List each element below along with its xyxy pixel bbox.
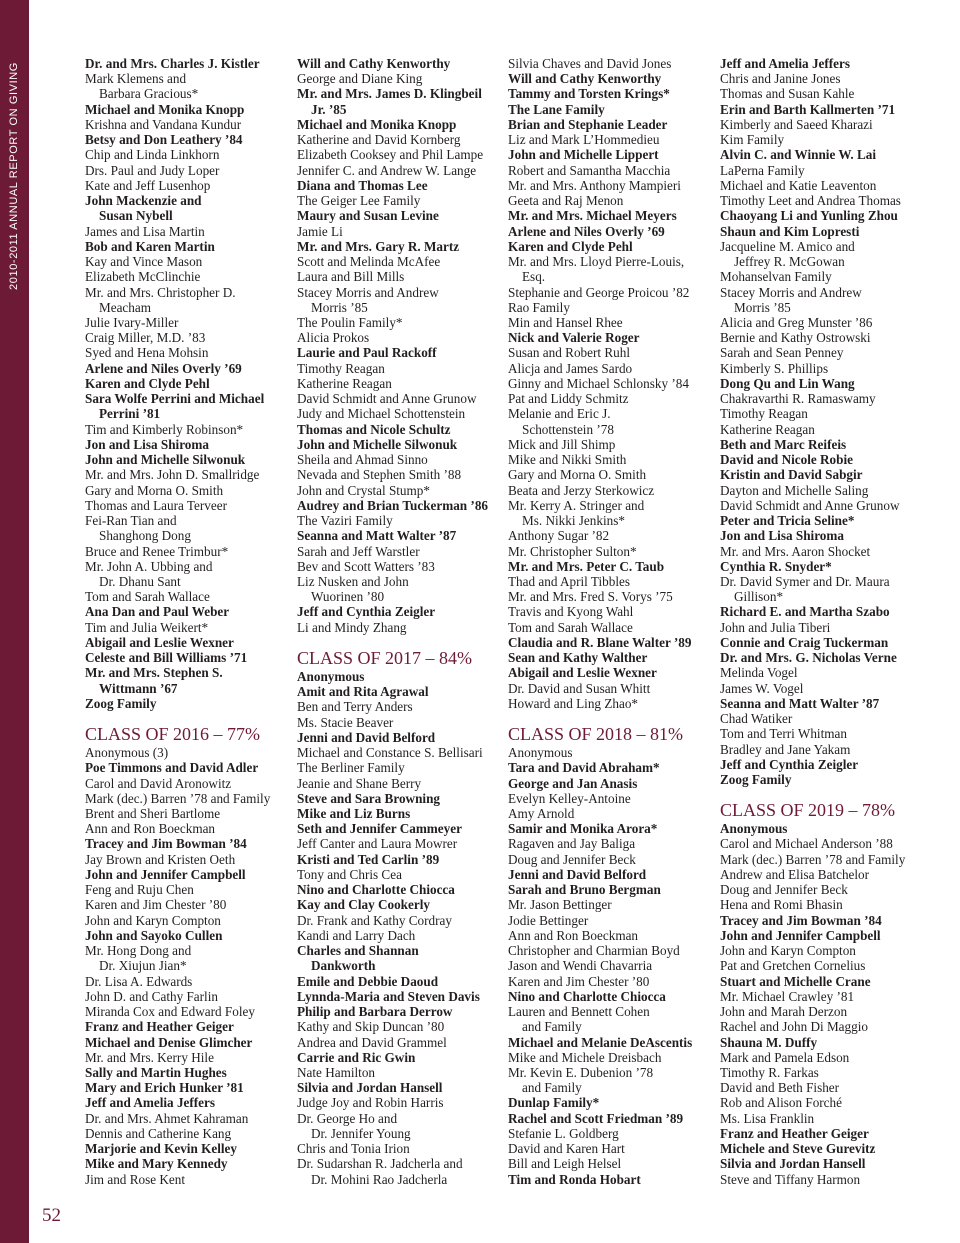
page-number: 52 <box>42 1205 61 1226</box>
donor-entry: Stuart and Michelle Crane <box>720 973 871 989</box>
donor-entry: Mike and Nikki Smith <box>508 452 627 468</box>
donor-entry: Wuorinen ’80 <box>311 589 385 605</box>
donor-entry: Michael and Denise Glimcher <box>85 1034 253 1050</box>
donor-entry: Bill and Leigh Helsel <box>508 1156 622 1172</box>
donor-entry: Chad Watiker <box>720 711 793 727</box>
donor-entry: Mr. and Mrs. Michael Meyers <box>508 208 677 224</box>
donor-entry: Betsy and Don Leathery ’84 <box>85 132 243 148</box>
donor-entry: Tara and David Abraham* <box>508 760 660 776</box>
donor-entry: John Mackenzie and <box>85 193 202 209</box>
donor-entry: Katherine Reagan <box>720 421 815 437</box>
donor-entry: Tom and Sarah Wallace <box>508 619 633 635</box>
donor-entry: Liz and Mark L’Hommedieu <box>508 132 660 148</box>
donor-entry: Bob and Karen Martin <box>85 238 215 254</box>
donor-entry: Beth and Marc Reifeis <box>720 436 847 452</box>
donor-entry: The Vaziri Family <box>297 513 393 529</box>
donor-entry: Drs. Paul and Judy Loper <box>85 162 220 178</box>
donor-entry: Dr. Dhanu Sant <box>99 573 181 589</box>
donor-entry: Dr. Jennifer Young <box>311 1125 411 1141</box>
donor-entry: Melanie and Eric J. <box>508 406 611 422</box>
donor-entry: Sara Wolfe Perrini and Michael <box>85 391 265 407</box>
donor-entry: Steve and Tiffany Harmon <box>720 1171 861 1187</box>
donor-entry: Chris and Janine Jones <box>720 71 841 87</box>
donor-entry: Thomas and Laura Terveer <box>85 497 227 513</box>
side-bar <box>0 0 29 1243</box>
donor-entry: Amy Arnold <box>508 806 575 822</box>
donor-entry: Alvin C. and Winnie W. Lai <box>720 147 876 163</box>
donor-entry: Alicja and James Sardo <box>508 360 633 376</box>
donor-entry: Feng and Ruju Chen <box>85 882 194 898</box>
donor-entry: Jay Brown and Kristen Oeth <box>85 851 236 867</box>
donor-entry: Andrew and Elisa Batchelor <box>720 866 870 882</box>
donor-entry: Mike and Michele Dreisbach <box>508 1049 662 1065</box>
donor-entry: James W. Vogel <box>720 680 804 696</box>
donor-entry: Abigail and Leslie Wexner <box>508 665 657 681</box>
donor-entry: Steve and Sara Browning <box>297 790 441 806</box>
donor-entry: Carol and Michael Anderson ’88 <box>720 836 893 852</box>
donor-column-2 <box>297 56 504 1187</box>
donor-entry: Dr. Frank and Kathy Cordray <box>297 912 452 928</box>
donor-entry: Laura and Bill Mills <box>297 269 405 285</box>
donor-entry: Mick and Jill Shimp <box>508 436 616 452</box>
donor-entry: Esq. <box>522 269 546 285</box>
donor-entry: Timothy R. Farkas <box>720 1065 819 1080</box>
donor-entry: Evelyn Kelley-Antoine <box>508 790 631 806</box>
donor-column-4 <box>720 56 927 1187</box>
donor-entry: Melinda Vogel <box>720 665 798 681</box>
donor-entry: Tracey and Jim Bowman ’84 <box>720 912 882 928</box>
donor-entry: and Family <box>522 1080 582 1096</box>
donor-entry: Peter and Tricia Seline* <box>720 513 855 529</box>
donor-entry: George and Diane King <box>297 71 423 87</box>
donor-entry: Judy and Michael Schottenstein <box>297 406 466 422</box>
donor-entry: Scott and Melinda McAfee <box>297 254 441 270</box>
donor-entry: Jeff and Amelia Jeffers <box>85 1095 216 1111</box>
donor-entry: Emile and Debbie Daoud <box>297 973 439 989</box>
donor-entry: Stephanie and George Proicou ’82 <box>508 284 690 300</box>
donor-entry: Dayton and Michelle Saling <box>720 482 869 498</box>
donor-entry: Sarah and Bruno Bergman <box>508 882 661 898</box>
donor-entry: Audrey and Brian Tuckerman ’86 <box>297 497 489 513</box>
class-heading: CLASS OF 2017 – 84% <box>297 647 473 668</box>
donor-entry: Timothy Reagan <box>720 406 808 422</box>
donor-entry: Jon and Lisa Shiroma <box>85 436 209 452</box>
donor-entry: Abigail and Leslie Wexner <box>85 634 234 650</box>
donor-entry: Brian and Stephanie Leader <box>508 116 668 132</box>
donor-entry: Christopher and Charmian Boyd <box>508 943 680 959</box>
donor-entry: Mark (dec.) Barren ’78 and Family <box>85 790 271 806</box>
donor-column-1 <box>85 56 292 1187</box>
donor-entry: Dr. Sudarshan R. Jadcherla and <box>297 1156 463 1172</box>
donor-entry: Beata and Jerzy Sterkowicz <box>508 482 655 498</box>
donor-entry: Zoog Family <box>85 695 157 711</box>
donor-entry: John and Karyn Compton <box>85 912 221 928</box>
class-heading: CLASS OF 2019 – 78% <box>720 800 896 821</box>
donor-entry: Arlene and Niles Overly ’69 <box>85 360 242 376</box>
donor-entry: Mr. Christopher Sulton* <box>508 543 637 559</box>
donor-entry: Franz and Heather Geiger <box>720 1125 869 1141</box>
donor-entry: Lauren and Bennett Cohen <box>508 1004 650 1020</box>
donor-entry: John and Marah Derzon <box>720 1004 848 1020</box>
donor-entry: Nevada and Stephen Smith ’88 <box>297 467 462 483</box>
donor-entry: Min and Hansel Rhee <box>508 314 623 330</box>
donor-entry: Timothy Reagan <box>297 360 385 376</box>
donor-entry: Carrie and Ric Gwin <box>297 1049 416 1065</box>
donor-entry: Mary and Erich Hunker ’81 <box>85 1080 244 1096</box>
class-heading: CLASS OF 2016 – 77% <box>85 724 261 745</box>
donor-entry: John D. and Cathy Farlin <box>85 988 218 1004</box>
donor-entry: Travis and Kyong Wahl <box>508 604 634 620</box>
donor-entry: Gary and Morna O. Smith <box>508 467 647 483</box>
donor-entry: John and Karyn Compton <box>720 943 856 959</box>
donor-entry: David and Karen Hart <box>508 1141 625 1157</box>
donor-entry: David and Nicole Robie <box>720 452 853 468</box>
donor-entry: Silvia and Jordan Hansell <box>720 1156 866 1172</box>
donor-entry: Ms. Lisa Franklin <box>720 1110 815 1126</box>
donor-entry: Mr. John A. Ubbing and <box>85 558 213 574</box>
donor-entry: Dr. and Mrs. Ahmet Kahraman <box>85 1110 249 1126</box>
donor-entry: Sean and Kathy Walther <box>508 650 648 666</box>
donor-entry: Mr. and Mrs. Anthony Mampieri <box>508 177 681 193</box>
donor-entry: Dr. David Symer and Dr. Maura <box>720 573 890 589</box>
donor-entry: John and Jennifer Campbell <box>720 927 881 943</box>
donor-entry: John and Sayoko Cullen <box>85 927 223 943</box>
donor-entry: Tim and Julia Weikert* <box>85 619 209 635</box>
donor-entry: Jeff Canter and Laura Mowrer <box>297 836 458 852</box>
donor-entry: Anonymous <box>720 821 788 837</box>
donor-entry: Liz Nusken and John <box>297 573 409 589</box>
donor-entry: Philip and Barbara Derrow <box>297 1004 453 1020</box>
donor-entry: Karen and Jim Chester ’80 <box>508 973 650 989</box>
donor-entry: Celeste and Bill Williams ’71 <box>85 650 248 666</box>
donor-entry: Nate Hamilton <box>297 1065 376 1080</box>
donor-entry: Mr. and Mrs. Kerry Hile <box>85 1049 214 1065</box>
donor-entry: Jacqueline M. Amico and <box>720 238 855 254</box>
donor-entry: Pat and Liddy Schmitz <box>508 391 629 407</box>
class-heading: CLASS OF 2018 – 81% <box>508 724 684 745</box>
donor-entry: Kandi and Larry Dach <box>297 927 416 943</box>
donor-entry: Fei-Ran Tian and <box>85 513 177 529</box>
donor-entry: Rachel and John Di Maggio <box>720 1019 868 1035</box>
donor-entry: Silvia and Jordan Hansell <box>297 1080 443 1096</box>
donor-entry: Ms. Nikki Jenkins* <box>522 513 625 529</box>
donor-entry: Mr. Hong Dong and <box>85 943 192 959</box>
donor-entry: Rachel and Scott Friedman ’89 <box>508 1110 684 1126</box>
donor-entry: Ms. Stacie Beaver <box>297 714 394 730</box>
donor-entry: Jamie Li <box>297 223 343 239</box>
donor-entry: Kristi and Ted Carlin ’89 <box>297 851 440 867</box>
donor-entry: Mark and Pamela Edson <box>720 1049 850 1065</box>
donor-entry: Li and Mindy Zhang <box>297 619 407 635</box>
donor-entry: Geeta and Raj Menon <box>508 193 624 209</box>
donor-entry: Tom and Sarah Wallace <box>85 589 210 605</box>
donor-entry: Mr. Kevin E. Dubenion ’78 <box>508 1065 654 1080</box>
donor-entry: Anonymous <box>297 668 365 684</box>
donor-entry: Andrea and David Grammel <box>297 1034 447 1050</box>
donor-entry: Michele and Steve Gurevitz <box>720 1141 876 1157</box>
donor-entry: Claudia and R. Blane Walter ’89 <box>508 634 692 650</box>
donor-entry: Charles and Shannan <box>297 943 419 959</box>
donor-entry: Mr. Jason Bettinger <box>508 897 612 913</box>
donor-entry: Jenni and David Belford <box>297 729 436 745</box>
donor-entry: John and Michelle Lippert <box>508 147 659 163</box>
donor-entry: John and Michelle Silwonuk <box>297 436 458 452</box>
donor-entry: Thad and April Tibbles <box>508 573 630 589</box>
donor-entry: Robert and Samantha Macchia <box>508 162 671 178</box>
donor-entry: Lynnda-Maria and Steven Davis <box>297 988 480 1004</box>
donor-entry: Morris ’85 <box>734 299 791 315</box>
donor-entry: Seanna and Matt Walter ’87 <box>720 695 880 711</box>
donor-entry: Bradley and Jane Yakam <box>720 741 851 757</box>
donor-entry: Stacey Morris and Andrew <box>720 284 862 300</box>
donor-entry: Karen and Clyde Pehl <box>85 375 210 391</box>
donor-entry: Seanna and Matt Walter ’87 <box>297 528 457 544</box>
donor-entry: Wittmann ’67 <box>99 680 178 696</box>
donor-entry: Mr. Kerry A. Stringer and <box>508 497 645 513</box>
donor-entry: Julie Ivary-Miller <box>85 314 179 330</box>
donor-entry: Samir and Monika Arora* <box>508 821 658 837</box>
donor-entry: Brent and Sheri Bartlome <box>85 806 221 822</box>
donor-entry: Sally and Martin Hughes <box>85 1065 227 1080</box>
donor-entry: Mr. and Mrs. Stephen S. <box>85 665 223 681</box>
donor-entry: Susan and Robert Ruhl <box>508 345 630 361</box>
donor-entry: The Berliner Family <box>297 760 405 776</box>
donor-entry: Alicia Prokos <box>297 330 370 346</box>
donor-entry: Richard E. and Martha Szabo <box>720 604 890 620</box>
donor-entry: Mark (dec.) Barren ’78 and Family <box>720 851 906 867</box>
donor-entry: Elizabeth Cooksey and Phil Lampe <box>297 147 484 163</box>
donor-entry: Ann and Ron Boeckman <box>508 927 639 943</box>
donor-entry: Michael and Katie Leaventon <box>720 177 877 193</box>
donor-entry: The Poulin Family* <box>297 314 403 330</box>
donor-entry: Jennifer C. and Andrew W. Lange <box>297 162 477 178</box>
donor-entry: Shaun and Kim Lopresti <box>720 223 860 239</box>
donor-entry: Howard and Ling Zhao* <box>508 695 639 711</box>
donor-entry: James and Lisa Martin <box>85 223 205 239</box>
donor-entry: John and Julia Tiberi <box>720 619 831 635</box>
donor-entry: Mr. and Mrs. Fred S. Vorys ’75 <box>508 589 673 605</box>
donor-entry: Franz and Heather Geiger <box>85 1019 234 1035</box>
donor-entry: Thomas and Nicole Schultz <box>297 421 451 437</box>
donor-entry: Bev and Scott Watters ’83 <box>297 558 435 574</box>
donor-entry: Shauna M. Duffy <box>720 1034 818 1050</box>
donor-entry: Sarah and Sean Penney <box>720 345 844 361</box>
donor-entry: Kay and Vince Mason <box>85 254 203 270</box>
donor-entry: Stacey Morris and Andrew <box>297 284 439 300</box>
donor-entry: Schottenstein ’78 <box>522 421 614 437</box>
donor-entry: Gillison* <box>734 589 784 605</box>
donor-entry: Connie and Craig Tuckerman <box>720 634 889 650</box>
donor-entry: Mark Klemens and <box>85 71 187 87</box>
donor-entry: Jason and Wendi Chavarria <box>508 958 653 974</box>
donor-entry: Bernie and Kathy Ostrowski <box>720 330 871 346</box>
donor-entry: Anonymous <box>508 745 573 761</box>
donor-entry: Jeff and Cynthia Zeigler <box>297 604 436 620</box>
donor-entry: Ann and Ron Boeckman <box>85 821 216 837</box>
donor-entry: Tammy and Torsten Krings* <box>508 86 670 102</box>
donor-entry: Elizabeth McClinchie <box>85 269 201 285</box>
donor-entry: Michael and Monika Knopp <box>297 116 457 132</box>
donor-entry: Rob and Alison Forché <box>720 1095 842 1111</box>
donor-entry: Krishna and Vandana Kundur <box>85 116 242 132</box>
donor-entry: Jon and Lisa Shiroma <box>720 528 844 544</box>
donor-entry: Hena and Romi Bhasin <box>720 897 843 913</box>
donor-entry: Carol and David Aronowitz <box>85 775 232 791</box>
donor-entry: Shanghong Dong <box>99 528 191 544</box>
donor-entry: Stefanie L. Goldberg <box>508 1125 619 1141</box>
donor-entry: Kimberly and Saeed Kharazi <box>720 116 873 132</box>
donor-entry: The Lane Family <box>508 101 605 117</box>
donor-entry: Dunlap Family* <box>508 1095 600 1111</box>
donor-entry: Dankworth <box>311 958 376 974</box>
donor-entry: Dr. Lisa A. Edwards <box>85 973 193 989</box>
donor-entry: Nick and Valerie Roger <box>508 330 640 346</box>
donor-entry: Dong Qu and Lin Wang <box>720 375 855 391</box>
donor-entry: Syed and Hena Mohsin <box>85 345 209 361</box>
donor-entry: David Schmidt and Anne Grunow <box>720 497 900 513</box>
donor-entry: Thomas and Susan Kahle <box>720 86 855 102</box>
donor-entry: Pat and Gretchen Cornelius <box>720 958 866 974</box>
donor-entry: Timothy Leet and Andrea Thomas <box>720 193 901 209</box>
donor-entry: Mr. and Mrs. Christopher D. <box>85 284 236 300</box>
donor-entry: Dennis and Catherine Kang <box>85 1125 232 1141</box>
donor-entry: John and Michelle Silwonuk <box>85 452 246 468</box>
donor-entry: Jeff and Amelia Jeffers <box>720 56 851 71</box>
donor-entry: Ragaven and Jay Baliga <box>508 836 636 852</box>
donor-entry: Mike and Mary Kennedy <box>85 1156 228 1172</box>
donor-entry: Diana and Thomas Lee <box>297 177 428 193</box>
donor-entry: Mohanselvan Family <box>720 269 832 285</box>
donor-entry: and Family <box>522 1019 582 1035</box>
donor-entry: Mr. and Mrs. Gary R. Martz <box>297 238 460 254</box>
donor-column-3 <box>508 56 715 1187</box>
donor-entry: Seth and Jennifer Cammeyer <box>297 821 462 837</box>
donor-entry: Kimberly S. Phillips <box>720 360 829 376</box>
donor-entry: Karen and Jim Chester ’80 <box>85 897 227 913</box>
donor-entry: Ginny and Michael Schlonsky ’84 <box>508 375 689 391</box>
donor-entry: Mike and Liz Burns <box>297 806 411 822</box>
donor-entry: Mr. Michael Crawley ’81 <box>720 988 855 1004</box>
donor-entry: Mr. and Mrs. Aaron Shocket <box>720 543 871 559</box>
donor-entry: Michael and Melanie DeAscentis <box>508 1034 693 1050</box>
donor-entry: Chris and Tonia Irion <box>297 1141 410 1157</box>
donor-entry: Chaoyang Li and Yunling Zhou <box>720 208 898 224</box>
donor-entry: Cynthia R. Snyder* <box>720 558 832 574</box>
donor-entry: Michael and Constance S. Bellisari <box>297 745 483 761</box>
donor-entry: Jodie Bettinger <box>508 912 589 928</box>
donor-entry: Tim and Kimberly Robinson* <box>85 421 244 437</box>
donor-entry: Tracey and Jim Bowman ’84 <box>85 836 247 852</box>
donor-entry: Arlene and Niles Overly ’69 <box>508 223 665 239</box>
donor-entry: Doug and Jennifer Beck <box>508 851 636 867</box>
donor-entry: Jr. ’85 <box>311 101 347 117</box>
donor-entry: Maury and Susan Levine <box>297 208 439 224</box>
donor-entry: Meacham <box>99 299 151 315</box>
side-title: 2010-2011 ANNUAL REPORT ON GIVING <box>8 62 20 290</box>
donor-entry: Craig Miller, M.D. ’83 <box>85 330 206 346</box>
donor-entry: Katherine and David Kornberg <box>297 132 461 148</box>
donor-entry: LaPerna Family <box>720 162 805 178</box>
donor-entry: Kay and Clay Cookerly <box>297 897 430 913</box>
donor-entry: Kathy and Skip Duncan ’80 <box>297 1019 445 1035</box>
donor-entry: Mr. and Mrs. James D. Klingbeil <box>297 86 482 102</box>
donor-entry: Jeff and Cynthia Zeigler <box>720 756 859 772</box>
donor-entry: Poe Timmons and David Adler <box>85 760 259 776</box>
donor-entry: Kristin and David Sabgir <box>720 467 863 483</box>
donor-entry: Silvia Chaves and David Jones <box>508 56 672 71</box>
donor-entry: Judge Joy and Robin Harris <box>297 1095 444 1111</box>
donor-entry: David and Beth Fisher <box>720 1080 840 1096</box>
donor-entry: Tim and Ronda Hobart <box>508 1171 641 1187</box>
donor-entry: Gary and Morna O. Smith <box>85 482 224 498</box>
donor-entry: Nino and Charlotte Chiocca <box>297 882 455 898</box>
donor-entry: Rao Family <box>508 299 570 315</box>
donor-entry: Susan Nybell <box>99 208 173 224</box>
donor-entry: Jenni and David Belford <box>508 866 647 882</box>
donor-entry: Jim and Rose Kent <box>85 1171 185 1187</box>
donor-entry: Dr. and Mrs. Charles J. Kistler <box>85 56 260 71</box>
donor-entry: Chip and Linda Linkhorn <box>85 147 220 163</box>
donor-entry: Anonymous (3) <box>85 745 169 761</box>
donor-entry: Alicia and Greg Munster ’86 <box>720 314 873 330</box>
donor-entry: Tony and Chris Cea <box>297 866 402 882</box>
donor-entry: Jeffrey R. McGowan <box>734 254 845 270</box>
donor-entry: Anthony Sugar ’82 <box>508 528 610 544</box>
donor-entry: Erin and Barth Kallmerten ’71 <box>720 101 896 117</box>
donor-entry: Marjorie and Kevin Kelley <box>85 1141 237 1157</box>
donor-entry: Katherine Reagan <box>297 375 392 391</box>
donor-entry: Ben and Terry Anders <box>297 699 413 715</box>
donor-entry: Ana Dan and Paul Weber <box>85 604 230 620</box>
donor-entry: Tom and Terri Whitman <box>720 726 847 742</box>
donor-entry: Dr. Xiujun Jian* <box>99 958 187 974</box>
donor-entry: Mr. and Mrs. John D. Smallridge <box>85 467 260 483</box>
donor-entry: Dr. David and Susan Whitt <box>508 680 651 696</box>
donor-entry: John and Jennifer Campbell <box>85 866 246 882</box>
donor-entry: Jeanie and Shane Berry <box>297 775 422 791</box>
donor-entry: Morris ’85 <box>311 299 368 315</box>
donor-entry: George and Jan Anasis <box>508 775 638 791</box>
donor-entry: Sheila and Ahmad Sinno <box>297 452 428 468</box>
donor-entry: John and Crystal Stump* <box>297 482 430 498</box>
donor-entry: Doug and Jennifer Beck <box>720 882 848 898</box>
donor-entry: Will and Cathy Kenworthy <box>508 71 662 87</box>
donor-entry: Laurie and Paul Rackoff <box>297 345 437 361</box>
donor-entry: Perrini ’81 <box>99 406 161 422</box>
donor-entry: Zoog Family <box>720 772 792 788</box>
donor-entry: Chakravarthi R. Ramaswamy <box>720 391 876 407</box>
donor-entry: Sarah and Jeff Warstler <box>297 543 420 559</box>
donor-entry: Dr. and Mrs. G. Nicholas Verne <box>720 650 897 666</box>
donor-entry: David Schmidt and Anne Grunow <box>297 391 477 407</box>
donor-entry: Nino and Charlotte Chiocca <box>508 988 666 1004</box>
donor-entry: Kim Family <box>720 132 785 148</box>
donor-entry: Miranda Cox and Edward Foley <box>85 1004 255 1020</box>
donor-entry: Kate and Jeff Lusenhop <box>85 177 211 193</box>
donor-entry: Dr. George Ho and <box>297 1110 398 1126</box>
donor-entry: Mr. and Mrs. Lloyd Pierre-Louis, <box>508 254 685 270</box>
donor-entry: The Geiger Lee Family <box>297 193 421 209</box>
donor-entry: Karen and Clyde Pehl <box>508 238 633 254</box>
donor-entry: Amit and Rita Agrawal <box>297 684 429 700</box>
donor-entry: Will and Cathy Kenworthy <box>297 56 451 71</box>
donor-entry: Dr. Mohini Rao Jadcherla <box>311 1171 448 1187</box>
donor-entry: Barbara Gracious* <box>99 86 199 102</box>
donor-entry: Bruce and Renee Trimbur* <box>85 543 229 559</box>
donor-entry: Michael and Monika Knopp <box>85 101 245 117</box>
donor-entry: Mr. and Mrs. Peter C. Taub <box>508 558 665 574</box>
